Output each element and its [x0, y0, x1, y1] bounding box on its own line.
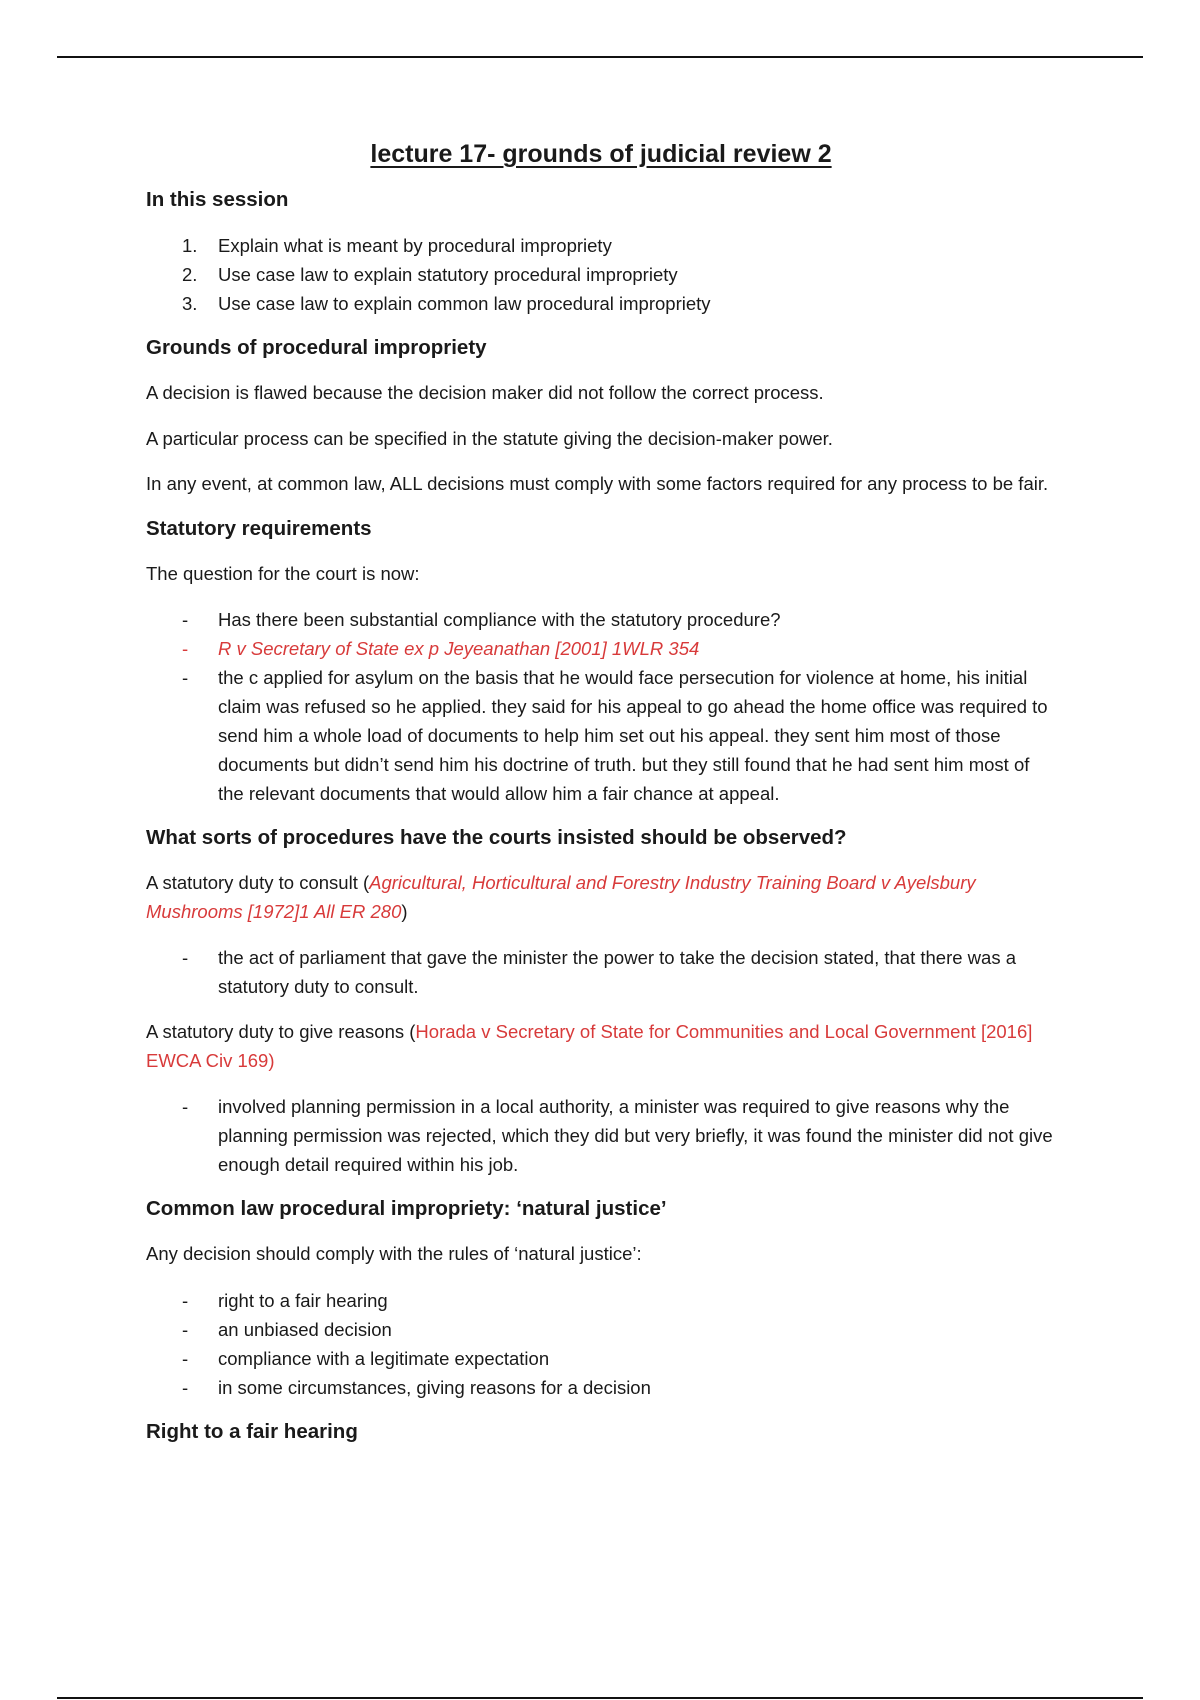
- list-item-text: involved planning permission in a local authority, a minister was required to give reasons why the planning permission was rejected, which they did but very briefly, it was found the minister did not give enough detail required within his job.: [218, 1096, 1053, 1175]
- list-item: [146, 1315, 1056, 1344]
- footer-rule: [57, 1697, 1143, 1699]
- common-law-intro: Any decision should comply with the rules of ‘natural justice’:: [146, 1243, 642, 1264]
- list-item: [146, 634, 1056, 663]
- list-item: [146, 943, 1056, 1001]
- consult-suffix: ): [401, 900, 408, 922]
- grounds-paragraph-1: A decision is flawed because the decision maker did not follow the correct process.: [146, 382, 824, 403]
- list-item-text: Explain what is meant by procedural impropriety: [218, 235, 612, 256]
- dash-marker: -: [182, 1376, 189, 1398]
- list-item-text: in some circumstances, giving reasons for a decision: [218, 1376, 651, 1398]
- list-number: 2.: [182, 264, 198, 285]
- reasons-list: [146, 1092, 1056, 1179]
- grounds-paragraph-3: In any event, at common law, ALL decisions must comply with some factors required for any process to be fair.: [146, 473, 1049, 494]
- list-item-text: the c applied for asylum on the basis that he would face persecution for violence at home, his initial claim was refused so he applied. they said for his appeal to go ahead the home office was required to send him a whole load of documents to help him set out his appeal. they sent him most of those documents but didn’t send him his doctrine of truth. but they still found that he had sent him most of the relevant documents that would allow him a fair chance at appeal.: [218, 667, 1048, 804]
- common-law-heading: Common law procedural impropriety: ‘natural justice’: [146, 1197, 667, 1220]
- reasons-prefix: A statutory duty to give reasons (: [146, 1021, 416, 1042]
- list-item: [146, 1092, 1056, 1179]
- list-number: 1.: [182, 235, 198, 256]
- fair-hearing-heading: Right to a fair hearing: [146, 1419, 358, 1443]
- session-list: [146, 231, 1056, 318]
- statutory-list: [146, 605, 1056, 808]
- list-item-text: the act of parliament that gave the minister the power to take the decision stated, that there was a statutory duty to consult.: [218, 947, 1017, 997]
- list-number: 3.: [182, 293, 198, 314]
- list-item-text: right to a fair hearing: [218, 1289, 388, 1311]
- list-item-text: Use case law to explain common law procedural impropriety: [218, 293, 711, 314]
- dash-marker: -: [182, 667, 189, 688]
- document-title: lecture 17- grounds of judicial review 2: [370, 140, 832, 168]
- list-item: [146, 1286, 1056, 1315]
- list-item: [146, 605, 1056, 634]
- dash-marker: -: [182, 638, 189, 659]
- procedures-heading: What sorts of procedures have the courts insisted should be observed?: [146, 826, 847, 849]
- dash-marker: -: [182, 1096, 189, 1117]
- list-item-text: compliance with a legitimate expectation: [218, 1347, 550, 1369]
- list-item-text: Use case law to explain statutory procedural impropriety: [218, 264, 678, 285]
- dash-marker: -: [182, 947, 189, 968]
- reasons-paragraph: [146, 1018, 1056, 1075]
- list-item-text: an unbiased decision: [218, 1318, 392, 1340]
- dash-marker: -: [182, 609, 189, 630]
- dash-marker: -: [182, 1318, 189, 1340]
- statutory-intro: The question for the court is now:: [146, 562, 420, 584]
- list-item-text: Has there been substantial compliance with the statutory procedure?: [218, 609, 781, 630]
- list-item: [146, 663, 1056, 808]
- statutory-heading: Statutory requirements: [146, 516, 372, 540]
- list-item: [146, 231, 1056, 260]
- list-item: [146, 260, 1056, 289]
- case-citation: R v Secretary of State ex p Jeyeanathan [2001] 1WLR 354: [218, 638, 700, 659]
- natural-justice-list: [146, 1286, 1056, 1402]
- dash-marker: -: [182, 1289, 189, 1311]
- document-page: [146, 140, 1056, 1463]
- list-item: [146, 1344, 1056, 1373]
- session-heading: In this session: [146, 188, 289, 211]
- dash-marker: -: [182, 1347, 189, 1369]
- list-item: [146, 1373, 1056, 1402]
- grounds-paragraph-2: A particular process can be specified in the statute giving the decision-maker power.: [146, 427, 833, 449]
- consult-paragraph: [146, 869, 1056, 926]
- case-citation: Agricultural, Horticultural and Forestry Industry Training Board v Ayelsbury Mushrooms [1972]1 All ER 280: [146, 872, 976, 922]
- consult-prefix: A statutory duty to consult (: [146, 872, 370, 893]
- grounds-heading: Grounds of procedural impropriety: [146, 336, 487, 359]
- consult-list: [146, 943, 1056, 1001]
- header-rule: [57, 56, 1143, 58]
- case-citation: Horada v Secretary of State for Communities and Local Government [2016] EWCA Civ 169): [146, 1021, 1033, 1071]
- list-item: [146, 289, 1056, 318]
